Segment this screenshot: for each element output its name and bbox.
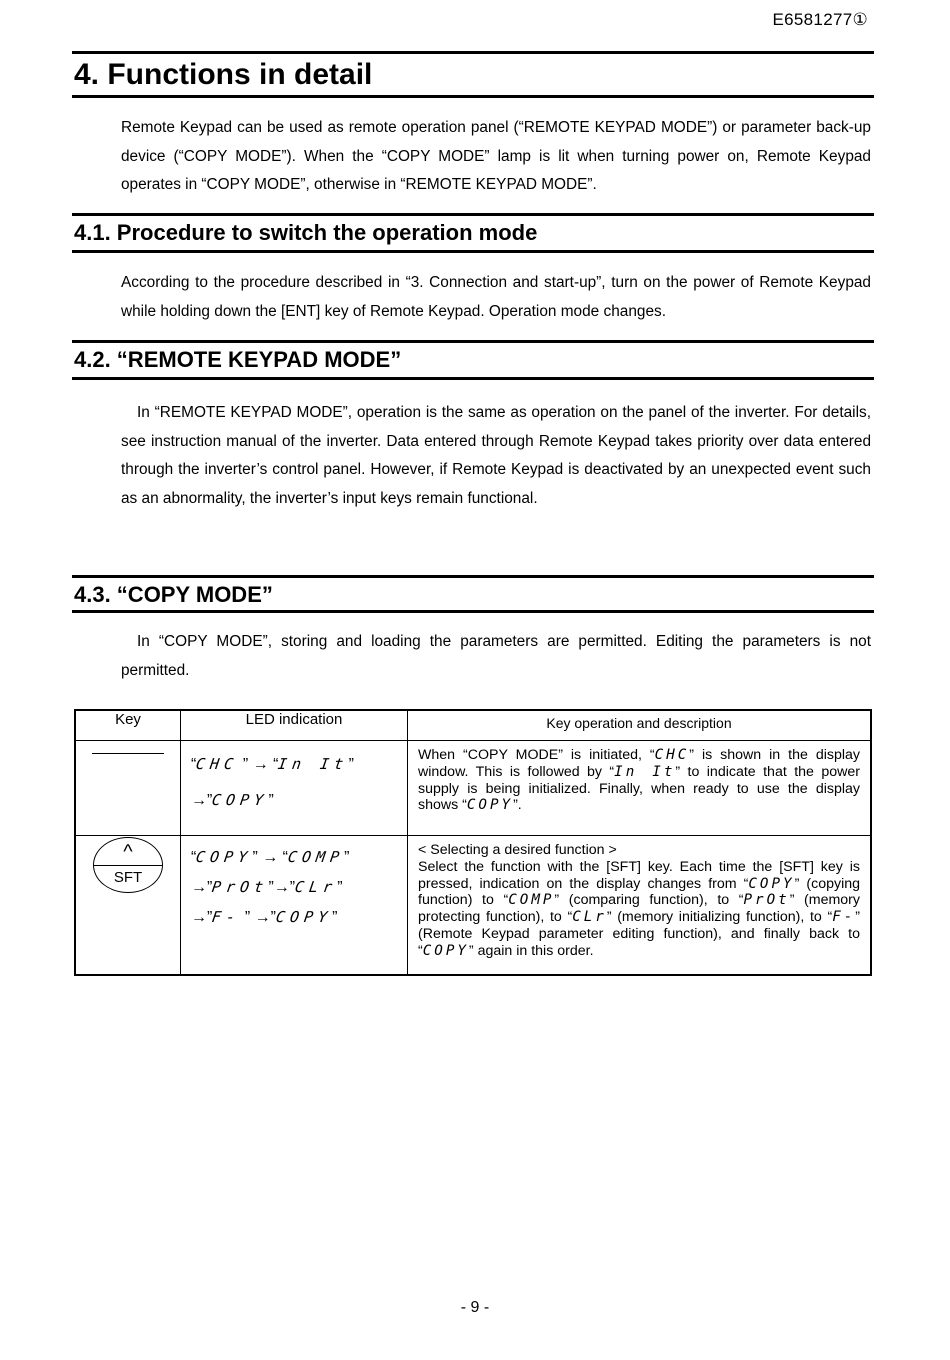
seg-display: COMP	[286, 848, 346, 866]
s41-bottom-rule	[72, 250, 874, 253]
key-cell-sft	[75, 836, 181, 976]
s42-bottom-rule	[72, 377, 874, 380]
page-number: - 9 -	[460, 1299, 490, 1316]
seg-display: CHC	[195, 755, 240, 773]
col-header-desc: Key operation and description	[408, 710, 872, 741]
desc-subheading: < Selecting a desired function >	[418, 842, 617, 858]
desc-text: ” (memory protecting function), to “	[418, 892, 860, 926]
desc-text: Select the function with the [SFT] key. Each time the [SFT] key is pressed, indication on the display changes from “	[418, 858, 860, 892]
section-4-1-heading: 4.1. Procedure to switch the operation mode	[74, 220, 538, 245]
title-top-rule	[72, 51, 874, 54]
arrow-icon: →	[252, 756, 269, 773]
seg-inline: COMP	[508, 892, 555, 909]
section-4-3-body: In “COPY MODE”, storing and loading the parameters are permitted. Editing the parameters is not permitted.	[121, 633, 871, 679]
seg-display: COPY	[274, 908, 334, 926]
seg-inline: CHC	[654, 747, 690, 763]
page-title: 4. Functions in detail	[74, 58, 373, 91]
seg-inline: F-	[832, 909, 856, 926]
seg-display: F-	[211, 908, 242, 926]
key-cell-none	[75, 741, 181, 836]
section-4-2-body: In “REMOTE KEYPAD MODE”, operation is the same as operation on the panel of the inverter. For details, see instruction manual of the inverter. Data entered through Remote Keypad takes priority over data entered through the inverter’s control panel. However, if Remote Keypad is deactivated by an unexpected event such as an abnormality, the inverter’s input keys remain functional.	[121, 404, 871, 507]
table-row	[75, 741, 871, 836]
table-header-row	[75, 710, 871, 741]
s42-top-rule	[72, 340, 874, 343]
arrow-icon: →	[262, 849, 279, 866]
seg-inline: CLr	[572, 909, 607, 926]
led-cell	[181, 836, 408, 976]
sft-key	[93, 837, 163, 893]
led-line: →”COPY”	[191, 785, 403, 821]
desc-text: ” (copying function) to “	[418, 875, 861, 909]
seg-inline: PrOt	[743, 892, 790, 909]
caret-up-icon: ^	[123, 841, 133, 863]
s43-top-rule	[72, 575, 874, 578]
seg-display: COPY	[211, 791, 270, 809]
seg-inline: COPY	[748, 875, 795, 892]
led-line: →”F- ” →”COPY”	[191, 904, 403, 934]
copy-mode-table	[74, 709, 872, 976]
seg-display: PrOt	[211, 878, 270, 896]
led-line: “CHC ” → “In It”	[191, 749, 403, 785]
desc-text: When “COPY MODE” is initiated, “	[418, 747, 655, 763]
seg-display: In It	[277, 755, 350, 773]
key-divider	[94, 865, 162, 866]
arrow-icon: →	[254, 909, 271, 926]
seg-display: COPY	[195, 848, 254, 866]
desc-text: ” to indicate that the power supply is being initialized. Finally, when ready to use the display shows “	[418, 763, 860, 814]
s41-top-rule	[72, 213, 874, 216]
desc-text: ” is shown in the display window. This is followed by “	[418, 747, 861, 780]
seg-display: CLr	[293, 878, 339, 896]
col-header-led: LED indication	[181, 710, 408, 741]
document-id: E6581277①	[772, 10, 868, 29]
desc-text: ” (Remote Keypad parameter editing function), and finally back to “	[418, 909, 861, 959]
s43-bottom-rule	[72, 610, 874, 613]
no-key-dash	[92, 753, 164, 754]
led-line: “COPY” → “COMP”	[191, 844, 403, 874]
section-4-3-heading: 4.3. “COPY MODE”	[74, 582, 273, 607]
desc-cell	[408, 836, 872, 976]
intro-paragraph: Remote Keypad can be used as remote operation panel (“REMOTE KEYPAD MODE”) or parameter back-up device (“COPY MODE”). When the “COPY MODE” lamp is lit when turning power on, Remote Keypad operates in “COPY MODE”, otherwise in “REMOTE KEYPAD MODE”.	[121, 119, 871, 193]
led-line: →”PrOt”→”CLr”	[191, 874, 403, 904]
title-bottom-rule	[72, 95, 874, 98]
desc-text: ” (comparing function), to “	[554, 892, 744, 909]
seg-inline: In It	[614, 763, 676, 780]
seg-inline: COPY	[466, 797, 514, 814]
arrow-icon: →	[191, 879, 207, 896]
desc-text: ”.	[513, 797, 522, 814]
led-cell	[181, 741, 408, 836]
arrow-icon: →	[273, 879, 290, 896]
section-4-1-body: According to the procedure described in “3. Connection and start-up”, turn on the power of Remote Keypad while holding down the [ENT] key of Remote Keypad. Operation mode changes.	[121, 274, 871, 320]
arrow-icon: →	[191, 909, 207, 926]
desc-text: ” again in this order.	[468, 942, 594, 959]
table-row	[75, 836, 871, 976]
desc-cell	[408, 741, 872, 836]
sft-key-label: SFT	[113, 869, 143, 886]
col-header-key: Key	[75, 710, 181, 741]
seg-inline: COPY	[422, 942, 469, 959]
desc-text: ” (memory initializing function), to “	[606, 909, 833, 926]
section-4-2-heading: 4.2. “REMOTE KEYPAD MODE”	[74, 347, 402, 372]
arrow-icon: →	[191, 792, 207, 809]
